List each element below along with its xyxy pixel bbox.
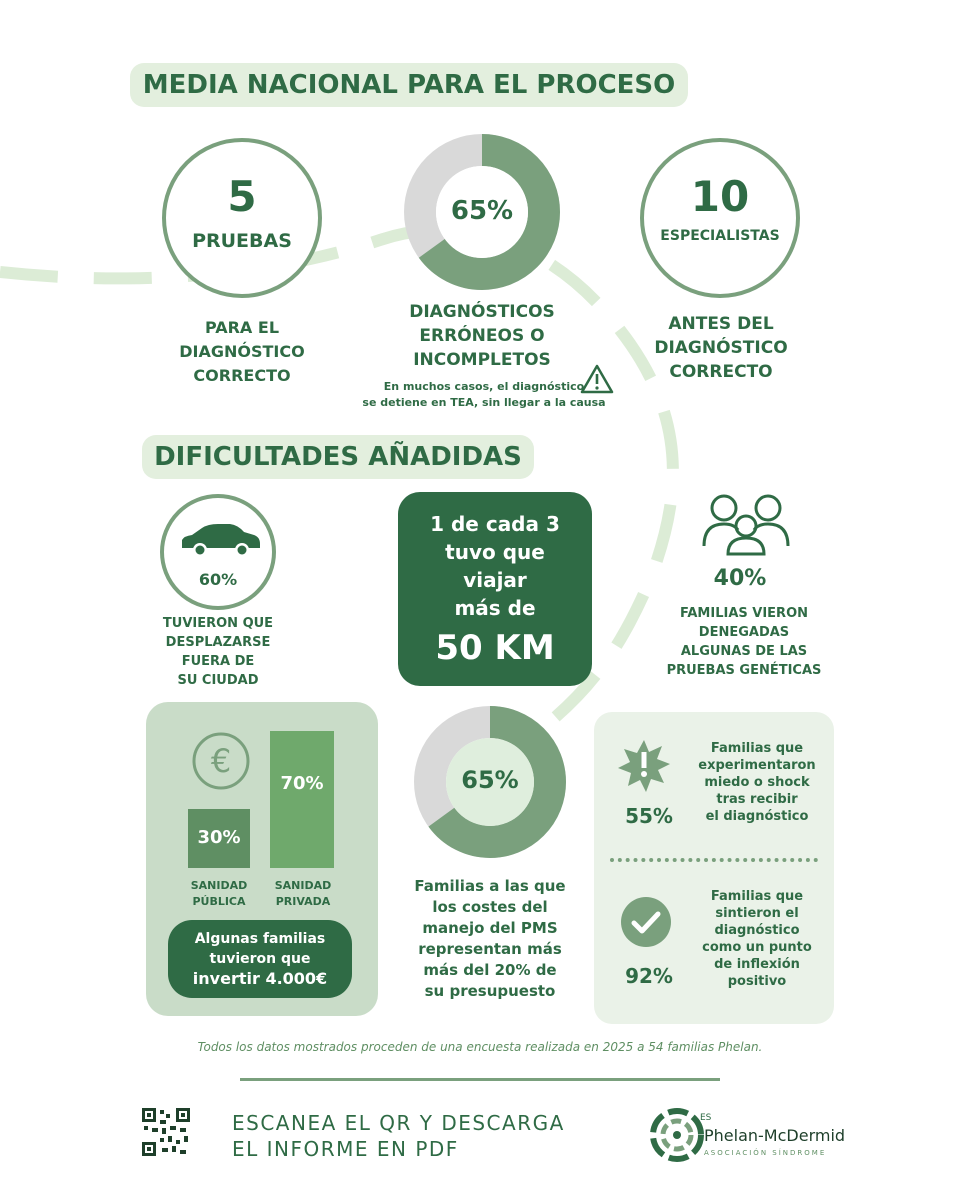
emotions-divider	[610, 858, 818, 862]
travel-stat-circle	[160, 494, 276, 610]
warning-icon	[580, 364, 614, 394]
costs-caption-line4: representan más	[418, 940, 562, 958]
footnote: Todos los datos mostrados proceden de una encuesta realizada en 2025 a 54 familias Phelan.	[197, 1040, 763, 1054]
genetic-caption-line2: DENEGADAS	[698, 625, 790, 640]
costs-caption-line2: los costes del	[432, 898, 548, 916]
private-health-label-line1: SANIDAD	[274, 879, 332, 892]
travel-caption-line1: TUVIERON QUE	[162, 616, 274, 631]
genetic-percent: 40%	[713, 566, 767, 591]
specialists-number: 10	[690, 172, 750, 221]
invest-line2: tuvieron que	[209, 951, 311, 967]
costs-caption	[396, 876, 584, 1002]
invest-pill	[168, 920, 352, 998]
specialists-caption-line2: DIAGNÓSTICO	[654, 338, 788, 358]
specialists-caption	[626, 312, 816, 384]
specialists-caption-line3: CORRECTO	[669, 362, 773, 382]
misdiagnosis-note-line2: se detiene en TEA, sin llegar a la causa	[362, 396, 606, 409]
qr-code-icon[interactable]	[142, 1108, 190, 1156]
travel-percent: 60%	[198, 570, 238, 589]
tests-stat-circle	[162, 138, 322, 298]
travel-caption-line4: SU CIUDAD	[177, 673, 259, 688]
genetic-caption	[646, 604, 842, 680]
positive-text-line2: sintieron el	[715, 906, 799, 921]
emotions-panel	[594, 712, 834, 1024]
genetic-caption-line4: PRUEBAS GENÉTICAS	[666, 663, 822, 678]
logo-sub: ASOCIACIÓN SÍNDROME	[704, 1149, 827, 1157]
positive-text-line1: Familias que	[710, 889, 804, 904]
euro-icon	[190, 730, 252, 792]
misdiagnosis-caption	[380, 300, 584, 372]
travel-caption-line2: DESPLAZARSE	[165, 635, 271, 650]
footer-cta-line2: EL INFORME EN PDF	[232, 1137, 459, 1161]
shock-text-line1: Familias que	[710, 741, 804, 756]
check-icon	[620, 896, 672, 948]
specialists-unit: ESPECIALISTAS	[660, 228, 780, 244]
misdiagnosis-caption-line2: ERRÓNEOS O	[419, 326, 545, 346]
specialists-stat-circle	[640, 138, 800, 298]
private-health-label-line2: PRIVADA	[275, 895, 331, 908]
logo-top: ES	[700, 1113, 712, 1123]
public-health-percent: 30%	[197, 826, 241, 848]
misdiagnosis-caption-line1: DIAGNÓSTICOS	[409, 302, 555, 322]
logo-icon	[650, 1108, 704, 1162]
private-health-percent: 70%	[280, 772, 324, 794]
positive-text-line6: positivo	[727, 974, 787, 989]
distance-line2: tuvo que	[445, 540, 545, 564]
tests-unit: PRUEBAS	[192, 230, 292, 252]
shock-text-line5: el diagnóstico	[705, 809, 809, 824]
tests-number: 5	[227, 172, 257, 221]
distance-line4: más de	[454, 596, 536, 620]
logo-name: Phelan-McDermid	[704, 1126, 846, 1145]
misdiagnosis-percent: 65%	[450, 196, 514, 226]
distance-line3: viajar	[463, 568, 527, 592]
invest-line1: Algunas familias	[194, 931, 326, 947]
public-health-label-line1: SANIDAD	[190, 879, 248, 892]
misdiagnosis-note-line1: En muchos casos, el diagnóstico	[383, 380, 585, 393]
positive-text-line4: como un punto	[702, 940, 812, 955]
footer-cta-line1: ESCANEA EL QR Y DESCARGA	[232, 1111, 565, 1135]
car-icon	[178, 520, 262, 560]
positive-percent: 92%	[625, 964, 673, 988]
family-icon	[700, 492, 792, 556]
svg-text:€: €	[210, 742, 232, 780]
shock-text-line3: miedo o shock	[704, 775, 810, 790]
costs-caption-line1: Familias a las que	[414, 877, 566, 895]
alert-badge-icon	[616, 738, 672, 794]
distance-box	[398, 492, 592, 686]
travel-caption	[148, 614, 288, 690]
public-health-label-line2: PÚBLICA	[192, 895, 246, 908]
misdiagnosis-caption-line3: INCOMPLETOS	[413, 350, 551, 370]
shock-text	[692, 740, 822, 825]
costs-caption-line3: manejo del PMS	[422, 919, 558, 937]
private-health-bar	[270, 731, 334, 868]
costs-caption-line5: más del 20% de	[423, 961, 557, 979]
positive-text-line3: diagnóstico	[714, 923, 800, 938]
positive-text-line5: de inflexión	[714, 957, 800, 972]
section-title-text: MEDIA NACIONAL PARA EL PROCESO	[142, 70, 676, 100]
specialists-caption-line1: ANTES DEL	[668, 314, 774, 334]
section-title-difficulties	[142, 435, 534, 479]
genetic-caption-line1: FAMILIAS VIERON	[679, 606, 808, 621]
private-health-label	[258, 878, 348, 910]
footer-cta	[232, 1110, 612, 1162]
public-health-label	[174, 878, 264, 910]
distance-line1: 1 de cada 3	[430, 512, 560, 536]
travel-caption-line3: FUERA DE	[181, 654, 255, 669]
section-title-national-average	[130, 63, 688, 107]
footer-divider	[240, 1078, 720, 1081]
misdiagnosis-note	[362, 379, 606, 411]
costs-caption-line6: su presupuesto	[424, 982, 556, 1000]
shock-percent: 55%	[625, 804, 673, 828]
genetic-caption-line3: ALGUNAS DE LAS	[680, 644, 808, 659]
section-title-text: DIFICULTADES AÑADIDAS	[154, 442, 522, 472]
positive-text	[692, 888, 822, 990]
invest-line3: invertir 4.000€	[192, 969, 328, 988]
tests-caption: PARA EL DIAGNÓSTICO CORRECTO	[179, 318, 305, 385]
costs-percent: 65%	[461, 766, 519, 794]
shock-text-line4: tras recibir	[716, 792, 798, 807]
shock-text-line2: experimentaron	[698, 758, 816, 773]
distance-big: 50 KM	[435, 628, 555, 668]
healthcare-panel	[146, 702, 378, 1016]
